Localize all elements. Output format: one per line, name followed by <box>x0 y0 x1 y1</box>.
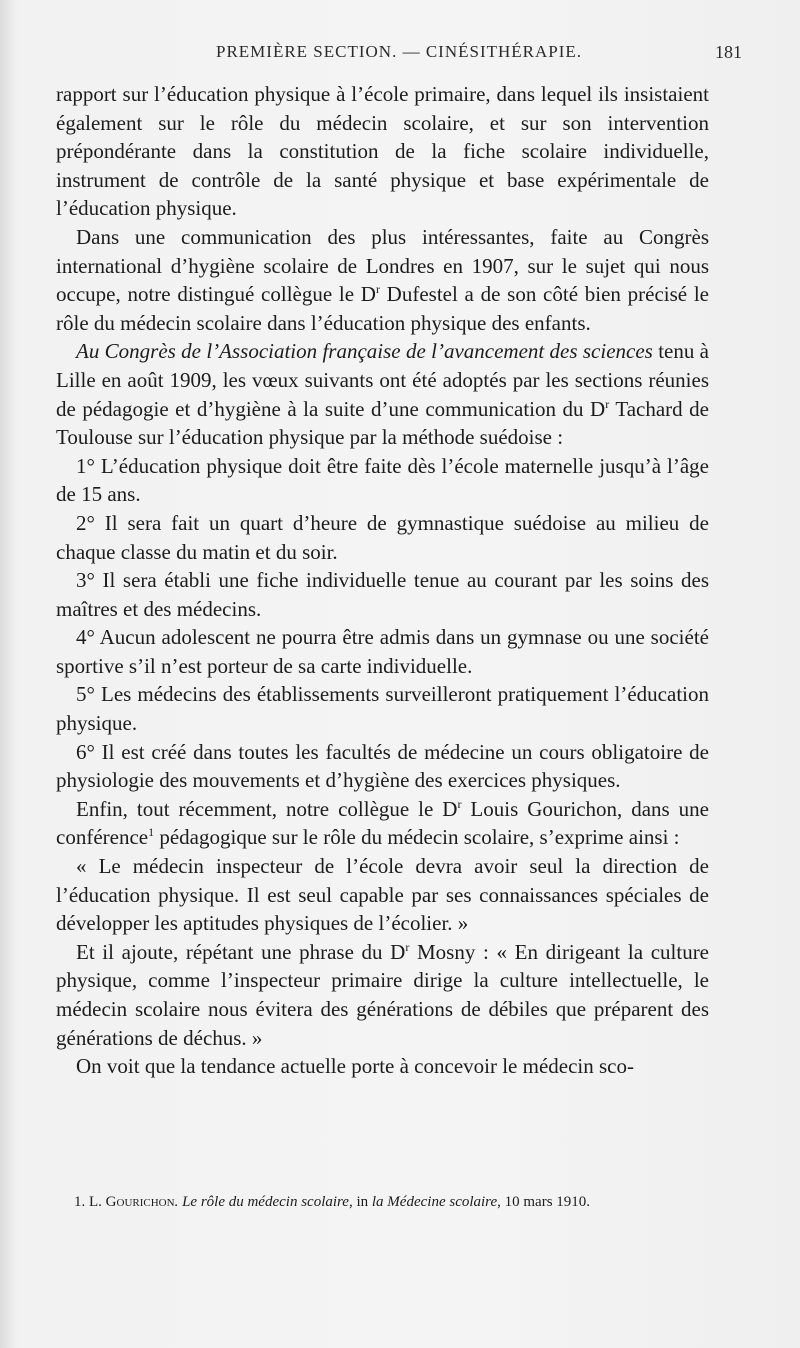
paragraph-text: Louis Gourichon, dans une conférence <box>56 796 709 850</box>
wish-item-5: 5° Les médecins des établissements surveilleront pratiquement l’éducation physique. <box>56 682 709 736</box>
paragraph-text: Dans une communication des plus intéressantes, faite au Congrès international d’hygiène scolaire de Londres en 1907, sur le sujet qui nous occupe, notre distingué collègue le D <box>56 224 709 307</box>
footnote-number: 1. L. <box>74 1194 106 1210</box>
superscript: r <box>605 396 610 411</box>
wish-item-6: 6° Il est créé dans toutes les facultés de médecine un cours obligatoire de physiologie des mouvements et d’hygiène des exercices physiques. <box>56 739 709 793</box>
superscript: r <box>457 796 462 811</box>
footnote-title: . Le rôle du médecin scolaire <box>174 1194 349 1210</box>
paragraph-text: Dufestel a de son côté bien précisé le rôle du médecin scolaire dans l’éducation physique des enfants. <box>56 282 709 335</box>
footnote-date: , 10 mars 1910. <box>497 1194 591 1210</box>
paragraph-intro: rapport sur l’éducation physique à l’école primaire, dans lequel ils insistaient également sur le rôle du médecin scolaire, et sur son intervention prépondérante dans la constitution de la fiche scolaire individuelle, instrument de contrôle de la santé physique et base expérimentale de l’éducation physique. <box>56 82 709 221</box>
quote-paragraph: « Le médecin inspecteur de l’école devra avoir seul la direction de l’éducation physique. Il est seul capable par ses connaissances spéciales de développer les aptitudes physiques de l’écolier. » <box>56 854 709 936</box>
paragraph-dufestel <box>56 223 709 337</box>
congress-title: Au Congrès de l’Association française de l’avancement des sciences <box>76 339 653 364</box>
superscript: r <box>375 282 380 297</box>
paragraph-text: Tachard de Toulouse sur l’éducation physique par la méthode suédoise : <box>56 396 710 450</box>
section-title: PREMIÈRE SECTION. — CINÉSITHÉRAPIE. <box>216 42 583 61</box>
body-text <box>56 80 709 1081</box>
paragraph-text: pédagogique sur le rôle du médecin scolaire, s’exprime ainsi : <box>154 825 680 850</box>
footnote-marker[interactable]: 1 <box>148 825 155 840</box>
paragraph-text: Enfin, tout récemment, notre collègue le D <box>76 796 458 821</box>
wish-item-2: 2° Il sera fait un quart d’heure de gymnastique suédoise au milieu de chaque classe du matin et du soir. <box>56 510 709 564</box>
footnote <box>74 1192 714 1212</box>
superscript: r <box>405 939 410 954</box>
footnote-text: , in <box>348 1194 372 1210</box>
footnote-author: Gourichon <box>105 1194 175 1210</box>
paragraph-gourichon <box>56 795 709 852</box>
paragraph-congres <box>56 337 709 451</box>
paragraph-text: Et il ajoute, répétant une phrase du D <box>76 939 406 964</box>
paragraph-text: Mosny : « En dirigeant la culture physique, comme l’inspecteur primaire dirige la culture intellectuelle, le médecin scolaire nous évitera des générations de débiles que préparent des générations de déchus. » <box>56 939 710 1050</box>
wish-item-4: 4° Aucun adolescent ne pourra être admis dans un gymnase ou une société sportive s’il n’est porteur de sa carte individuelle. <box>56 625 709 678</box>
wish-item-3: 3° Il sera établi une fiche individuelle tenue au courant par les soins des maîtres et des médecins. <box>56 568 709 621</box>
running-head <box>56 42 742 72</box>
page-number: 181 <box>715 42 742 62</box>
footnote-journal: la Médecine scolaire <box>371 1194 498 1210</box>
paragraph-text: tenu à Lille en août 1909, les vœux suivants ont été adoptés par les sections réunies de pédagogie et d’hygiène à la suite d’une communication du D <box>56 339 710 421</box>
wish-item-1: 1° L’éducation physique doit être faite dès l’école maternelle jusqu’à l’âge de 15 ans. <box>56 453 709 507</box>
paragraph-mosny <box>56 938 709 1052</box>
paragraph-closing: On voit que la tendance actuelle porte à concevoir le médecin sco- <box>76 1054 634 1079</box>
